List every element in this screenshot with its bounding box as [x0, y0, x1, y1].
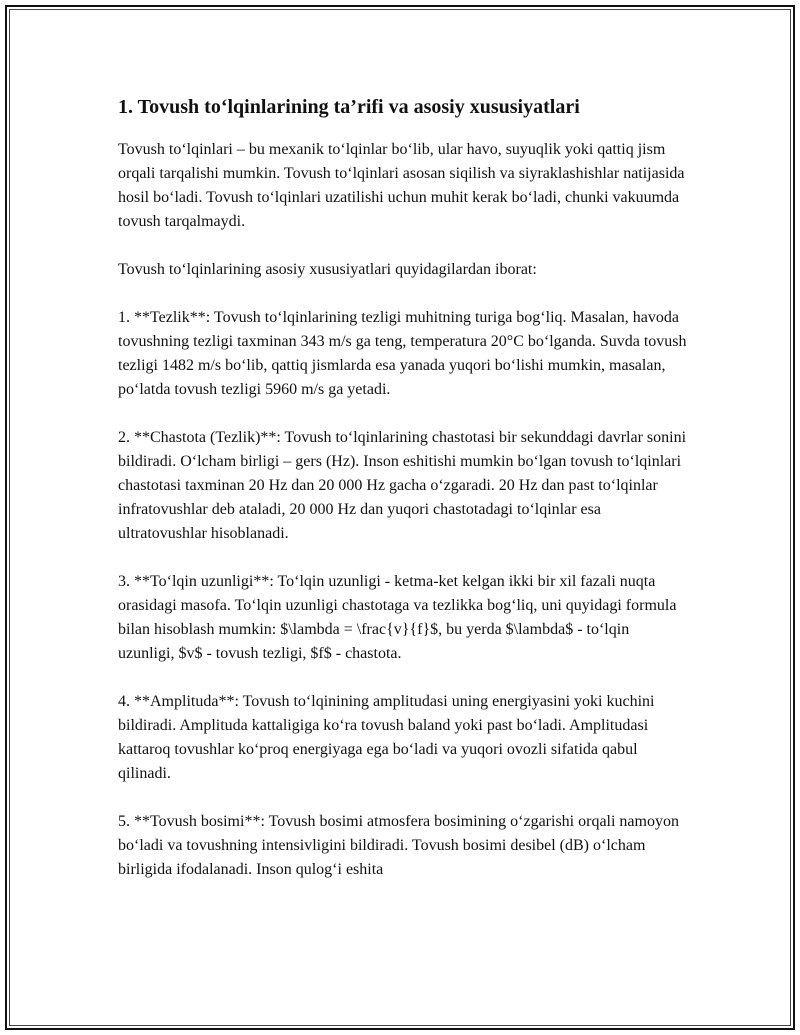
- paragraph-wavelength: 3. **To‘lqin uzunligi**: To‘lqin uzunligi - ketma-ket kelgan ikki bir xil fazali nuqta orasidagi masofa. To‘lqin uzunligi chastotaga va tezlikka bog‘liq, uni quyidagi formula bilan hisoblash mumkin: $\lambda = \frac{v}{f}$, bu yerda $\lambda$ - to‘lqin uzunligi, $v$ - tovush tezligi, $f$ - chastota.: [118, 573, 677, 662]
- paragraph-sound-pressure: 5. **Tovush bosimi**: Tovush bosimi atmosfera bosimining o‘zgarishi orqali namoyon bo‘ladi va tovushning intensivligini bildiradi. Tovush bosimi desibel (dB) o‘lcham birligida ifodalanadi. Inson qulog‘i eshita: [118, 813, 679, 878]
- paragraph-speed: 1. **Tezlik**: Tovush to‘lqinlarining tezligi muhitning turiga bog‘liq. Masalan, havoda tovushning tezligi taxminan 343 m/s ga teng, temperatura 20°C bo‘lganda. Suvda tovush tezligi 1482 m/s bo‘lib, qattiq jismlarda esa yanada yuqori bo‘lishi mumkin, masalan, po‘latda tovush tezligi 5960 m/s ga yetadi.: [118, 309, 687, 398]
- section-heading: 1. Tovush to‘lqinlarining ta’rifi va asosiy xususiyatlari: [118, 96, 580, 118]
- paragraph-list-intro: Tovush to‘lqinlarining asosiy xususiyatlari quyidagilardan iborat:: [118, 261, 537, 278]
- paragraph-frequency: 2. **Chastota (Tezlik)**: Tovush to‘lqinlarining chastotasi bir sekunddagi davrlar sonini bildiradi. O‘lcham birligi – gers (Hz). Inson eshitishi mumkin bo‘lgan tovush to‘lqinlari chastotasi taxminan 20 Hz dan 20 000 Hz gacha o‘zgaradi. 20 Hz dan past to‘lqinlar infratovushlar deb ataladi, 20 000 Hz dan yuqori chastotadagi to‘lqinlar esa ultratovushlar hisoblanadi.: [118, 429, 687, 542]
- document-body: [118, 94, 688, 906]
- paragraph-intro: Tovush to‘lqinlari – bu mexanik to‘lqinlar bo‘lib, ular havo, suyuqlik yoki qattiq jism orqali tarqalishi mumkin. Tovush to‘lqinlari asosan siqilish va siyraklashishlar natijasida hosil bo‘ladi. Tovush to‘lqinlari uzatilishi uchun muhit kerak bo‘ladi, chunki vakuumda tovush tarqalmaydi.: [118, 141, 685, 230]
- paragraph-amplitude: 4. **Amplituda**: Tovush to‘lqinining amplitudasi uning energiyasini yoki kuchini bildiradi. Amplituda kattaligiga ko‘ra tovush baland yoki past bo‘ladi. Amplitudasi kattaroq tovushlar ko‘proq energiyaga ega bo‘ladi va yuqori ovozli sifatida qabul qilinadi.: [118, 693, 655, 782]
